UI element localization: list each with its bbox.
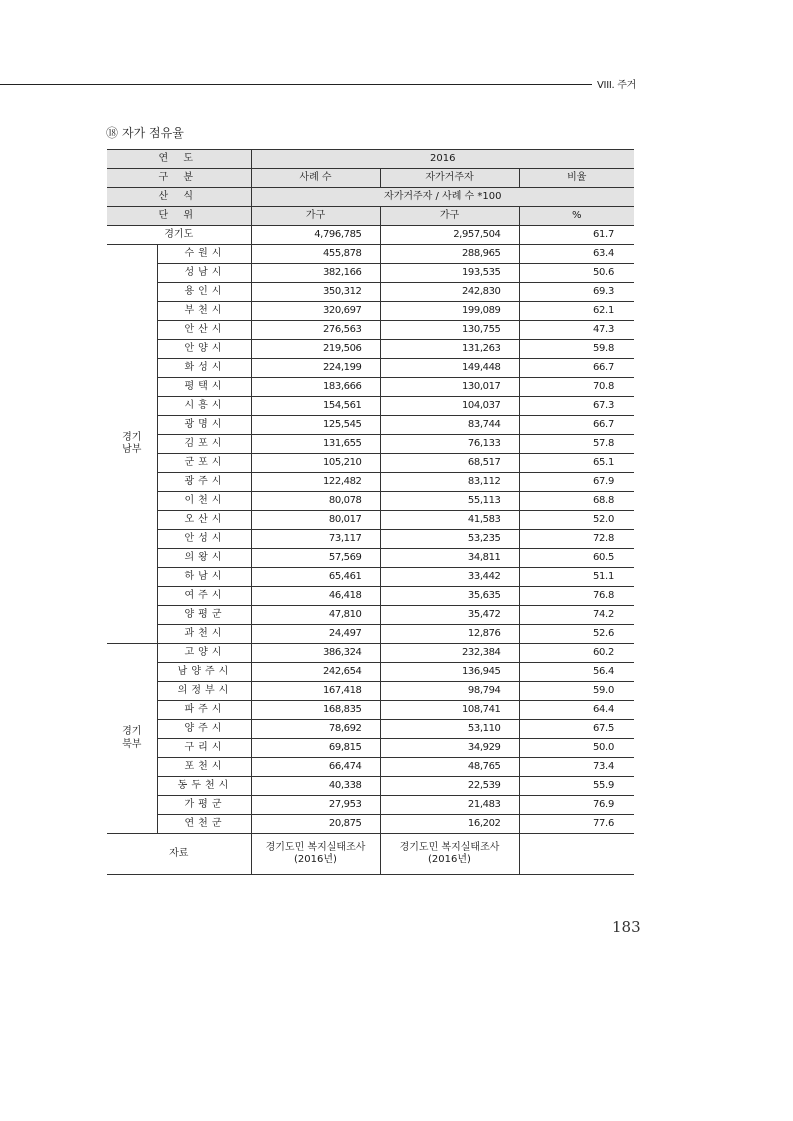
city-name: 여주시: [157, 587, 251, 606]
ratio-cell: 66.7: [519, 416, 634, 435]
header-rule: [0, 84, 592, 85]
ratio-cell: 51.1: [519, 568, 634, 587]
cases-cell: 66,474: [251, 758, 380, 777]
ratio-cell: 68.8: [519, 492, 634, 511]
unit-owners: 가구: [380, 207, 519, 226]
city-name: 안산시: [157, 321, 251, 340]
north-region-label-line: 북부: [122, 738, 142, 750]
cases-cell: 69,815: [251, 739, 380, 758]
cases-cell: 78,692: [251, 720, 380, 739]
cases-cell: 276,563: [251, 321, 380, 340]
table-row: [107, 568, 634, 587]
south-region-label-line: 경기: [122, 431, 142, 443]
city-name: 연천군: [157, 815, 251, 834]
city-name: 파주시: [157, 701, 251, 720]
table-row: [107, 796, 634, 815]
table-row: [107, 397, 634, 416]
owners-cell: 35,472: [380, 606, 519, 625]
city-name: 광명시: [157, 416, 251, 435]
owners-cell: 48,765: [380, 758, 519, 777]
cases-cell: 57,569: [251, 549, 380, 568]
ratio-cell: 60.2: [519, 644, 634, 663]
city-name: 의정부시: [157, 682, 251, 701]
cases-cell: 122,482: [251, 473, 380, 492]
owners-cell: 149,448: [380, 359, 519, 378]
cases-cell: 27,953: [251, 796, 380, 815]
city-name: 동두천시: [157, 777, 251, 796]
ratio-cell: 59.8: [519, 340, 634, 359]
cases-cell: 46,418: [251, 587, 380, 606]
table-row: [107, 340, 634, 359]
table-row: [107, 378, 634, 397]
table-row: [107, 283, 634, 302]
cases-cell: 455,878: [251, 245, 380, 264]
source-cases-line1: 경기도민 복지실태조사: [265, 841, 366, 853]
col-ratio-header: 비율: [519, 169, 634, 188]
cases-cell: 73,117: [251, 530, 380, 549]
city-name: 의왕시: [157, 549, 251, 568]
city-name: 이천시: [157, 492, 251, 511]
owners-cell: 21,483: [380, 796, 519, 815]
ratio-cell: 76.9: [519, 796, 634, 815]
formula-label: 산 식: [107, 188, 251, 207]
total-row: [107, 226, 634, 245]
owners-cell: 98,794: [380, 682, 519, 701]
total-cases: 4,796,785: [251, 226, 380, 245]
owners-cell: 130,755: [380, 321, 519, 340]
ratio-cell: 56.4: [519, 663, 634, 682]
city-name: 양평군: [157, 606, 251, 625]
ratio-cell: 52.0: [519, 511, 634, 530]
table-row: [107, 435, 634, 454]
owners-cell: 83,112: [380, 473, 519, 492]
source-label: 자료: [107, 834, 251, 875]
source-owners-line2: (2016년): [428, 854, 471, 865]
col-owners-header: 자가거주자: [380, 169, 519, 188]
ratio-cell: 67.5: [519, 720, 634, 739]
owners-cell: 53,110: [380, 720, 519, 739]
table-row: [107, 701, 634, 720]
city-name: 군포시: [157, 454, 251, 473]
table-row: [107, 549, 634, 568]
cases-cell: 40,338: [251, 777, 380, 796]
city-name: 안성시: [157, 530, 251, 549]
cases-cell: 167,418: [251, 682, 380, 701]
table-row: [107, 359, 634, 378]
city-name: 양주시: [157, 720, 251, 739]
section-title-text: 자가 점유율: [122, 126, 184, 140]
owners-cell: 41,583: [380, 511, 519, 530]
unit-ratio: %: [519, 207, 634, 226]
ratio-cell: 69.3: [519, 283, 634, 302]
table-row: [107, 492, 634, 511]
ratio-cell: 60.5: [519, 549, 634, 568]
category-row: [107, 169, 634, 188]
chapter-header: VIII. 주거: [597, 80, 636, 91]
year-row: [107, 150, 634, 169]
table-row: [107, 530, 634, 549]
source-owners: [380, 834, 519, 875]
ratio-cell: 76.8: [519, 587, 634, 606]
owners-cell: 33,442: [380, 568, 519, 587]
city-name: 평택시: [157, 378, 251, 397]
owners-cell: 34,811: [380, 549, 519, 568]
cases-cell: 224,199: [251, 359, 380, 378]
table-row: [107, 606, 634, 625]
owners-cell: 242,830: [380, 283, 519, 302]
owners-cell: 104,037: [380, 397, 519, 416]
cases-cell: 386,324: [251, 644, 380, 663]
unit-label: 단 위: [107, 207, 251, 226]
city-name: 김포시: [157, 435, 251, 454]
source-cases: [251, 834, 380, 875]
cases-cell: 154,561: [251, 397, 380, 416]
table-row: [107, 511, 634, 530]
source-cases-line2: (2016년): [294, 854, 337, 865]
cases-cell: 382,166: [251, 264, 380, 283]
cases-cell: 20,875: [251, 815, 380, 834]
cases-cell: 80,078: [251, 492, 380, 511]
year-value: 2016: [251, 150, 634, 169]
owners-cell: 22,539: [380, 777, 519, 796]
city-name: 용인시: [157, 283, 251, 302]
owners-cell: 35,635: [380, 587, 519, 606]
cases-cell: 125,545: [251, 416, 380, 435]
source-row: [107, 834, 634, 875]
source-ratio-empty: [519, 834, 634, 875]
city-name: 안양시: [157, 340, 251, 359]
ratio-cell: 67.3: [519, 397, 634, 416]
table-row: [107, 777, 634, 796]
table-row: [107, 758, 634, 777]
ratio-cell: 67.9: [519, 473, 634, 492]
ratio-cell: 72.8: [519, 530, 634, 549]
ratio-cell: 59.0: [519, 682, 634, 701]
owners-cell: 136,945: [380, 663, 519, 682]
south-region-group: [107, 245, 634, 644]
owners-cell: 83,744: [380, 416, 519, 435]
table-row: [107, 625, 634, 644]
owners-cell: 16,202: [380, 815, 519, 834]
city-name: 하남시: [157, 568, 251, 587]
source-owners-line1: 경기도민 복지실태조사: [399, 841, 500, 853]
cases-cell: 65,461: [251, 568, 380, 587]
ratio-cell: 65.1: [519, 454, 634, 473]
ratio-cell: 52.6: [519, 625, 634, 644]
cases-cell: 24,497: [251, 625, 380, 644]
ratio-cell: 50.0: [519, 739, 634, 758]
owners-cell: 55,113: [380, 492, 519, 511]
city-name: 가평군: [157, 796, 251, 815]
cases-cell: 183,666: [251, 378, 380, 397]
table-row: [107, 302, 634, 321]
city-name: 포천시: [157, 758, 251, 777]
owners-cell: 76,133: [380, 435, 519, 454]
south-region-label: [107, 245, 157, 644]
owners-cell: 53,235: [380, 530, 519, 549]
owners-cell: 131,263: [380, 340, 519, 359]
table-row: [107, 416, 634, 435]
table-row: [107, 321, 634, 340]
city-name: 화성시: [157, 359, 251, 378]
table-row: [107, 454, 634, 473]
owners-cell: 193,535: [380, 264, 519, 283]
owners-cell: 232,384: [380, 644, 519, 663]
total-name: 경기도: [107, 226, 251, 245]
cases-cell: 80,017: [251, 511, 380, 530]
table-row: [107, 644, 634, 663]
table-row: [107, 682, 634, 701]
home-ownership-table: [107, 149, 634, 875]
cases-cell: 320,697: [251, 302, 380, 321]
cases-cell: 219,506: [251, 340, 380, 359]
north-region-label: [107, 644, 157, 834]
formula-row: [107, 188, 634, 207]
ratio-cell: 47.3: [519, 321, 634, 340]
city-name: 과천시: [157, 625, 251, 644]
year-label: 연 도: [107, 150, 251, 169]
ratio-cell: 63.4: [519, 245, 634, 264]
table-row: [107, 264, 634, 283]
cases-cell: 131,655: [251, 435, 380, 454]
ratio-cell: 64.4: [519, 701, 634, 720]
table-row: [107, 587, 634, 606]
city-name: 고양시: [157, 644, 251, 663]
city-name: 오산시: [157, 511, 251, 530]
cases-cell: 105,210: [251, 454, 380, 473]
ratio-cell: 74.2: [519, 606, 634, 625]
city-name: 수원시: [157, 245, 251, 264]
unit-cases: 가구: [251, 207, 380, 226]
owners-cell: 108,741: [380, 701, 519, 720]
table-row: [107, 663, 634, 682]
page-number: 183: [612, 918, 641, 936]
owners-cell: 68,517: [380, 454, 519, 473]
table-row: [107, 245, 634, 264]
col-cases-header: 사례 수: [251, 169, 380, 188]
section-number: ⑱: [106, 126, 119, 140]
city-name: 구리시: [157, 739, 251, 758]
city-name: 성남시: [157, 264, 251, 283]
section-title: [106, 124, 184, 141]
ratio-cell: 77.6: [519, 815, 634, 834]
cases-cell: 47,810: [251, 606, 380, 625]
ratio-cell: 55.9: [519, 777, 634, 796]
cases-cell: 350,312: [251, 283, 380, 302]
ratio-cell: 57.8: [519, 435, 634, 454]
ratio-cell: 73.4: [519, 758, 634, 777]
table-row: [107, 473, 634, 492]
category-label: 구 분: [107, 169, 251, 188]
owners-cell: 130,017: [380, 378, 519, 397]
ratio-cell: 66.7: [519, 359, 634, 378]
total-ratio: 61.7: [519, 226, 634, 245]
formula-value: 자가거주자 / 사례 수 *100: [251, 188, 634, 207]
city-name: 부천시: [157, 302, 251, 321]
south-region-label-line: 남부: [122, 444, 142, 455]
north-region-label-line: 경기: [122, 726, 142, 737]
city-name: 광주시: [157, 473, 251, 492]
table-row: [107, 720, 634, 739]
ratio-cell: 70.8: [519, 378, 634, 397]
table-row: [107, 739, 634, 758]
owners-cell: 199,089: [380, 302, 519, 321]
ratio-cell: 62.1: [519, 302, 634, 321]
city-name: 남양주시: [157, 663, 251, 682]
north-region-group: [107, 644, 634, 834]
cases-cell: 242,654: [251, 663, 380, 682]
table-row: [107, 815, 634, 834]
city-name: 시흥시: [157, 397, 251, 416]
owners-cell: 288,965: [380, 245, 519, 264]
owners-cell: 12,876: [380, 625, 519, 644]
cases-cell: 168,835: [251, 701, 380, 720]
ratio-cell: 50.6: [519, 264, 634, 283]
total-owners: 2,957,504: [380, 226, 519, 245]
unit-row: [107, 207, 634, 226]
owners-cell: 34,929: [380, 739, 519, 758]
